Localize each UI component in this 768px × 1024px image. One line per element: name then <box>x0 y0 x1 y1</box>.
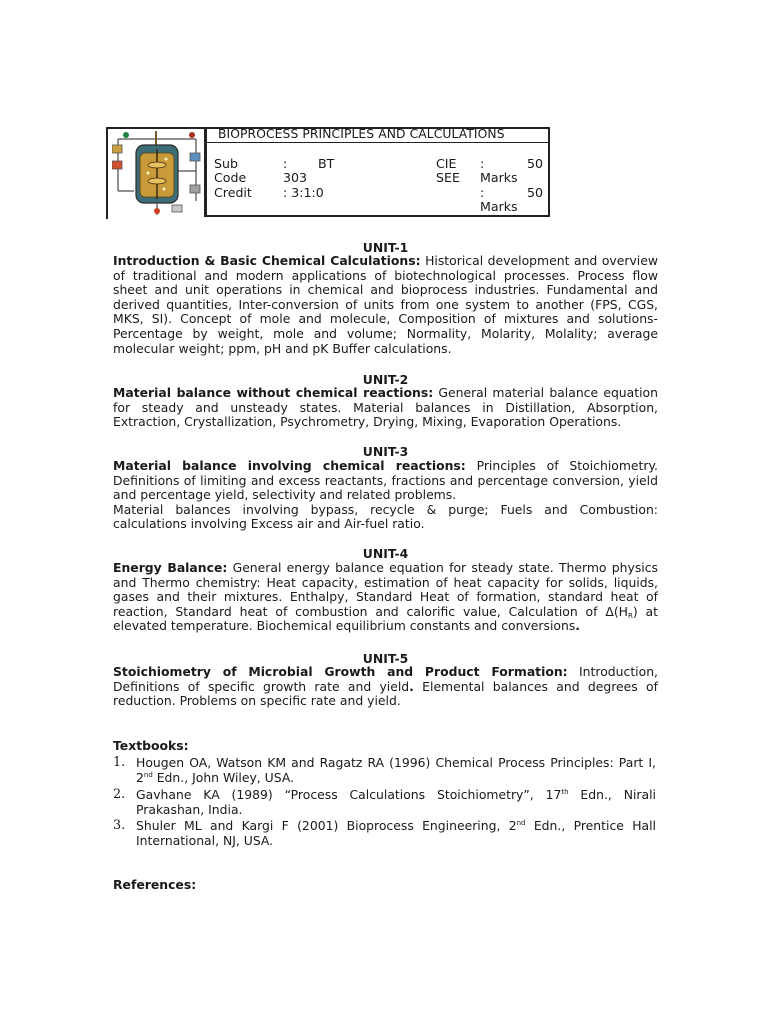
unit-3-text: Principles of Stoichiometry. Definitions of limiting and excess reactants, fractions and percentage conversion, yield and percentage yield, selectivity and related problems. <box>113 458 658 503</box>
code-value: 303 <box>283 170 308 185</box>
credit-label: Credit <box>214 185 252 200</box>
sub-label: Sub <box>214 156 238 171</box>
textbook-2 <box>136 787 656 817</box>
references-heading: References: <box>113 877 197 892</box>
unit-4-content <box>113 561 658 634</box>
unit-3-heading: UNIT-3 <box>362 444 409 459</box>
unit-2-content <box>113 386 658 430</box>
textbook-2-text: Gavhane KA (1989) “Process Calculations Stoichiometry”, 17 <box>136 787 562 802</box>
delta-h-close: ) <box>632 603 638 619</box>
unit-5-topic: Stoichiometry of Microbial Growth and Product Formation: <box>113 664 568 679</box>
unit-2-topic: Material balance without chemical reactions: <box>113 385 434 400</box>
unit-1-text: Historical development and overview of traditional and modern applications of biotechnological processes. Process flow sheet and unit operations in chemical and bioprocess industries. Fundamental and derived quantities, Inter-conversion of units from one system to another (FPS, CGS, MKS, SI). Concept of mole and molecule, Composition of mixtures and solutions- Percentage by weight, mole and volume; Normality, Molarity, Molality; average molecular weight; ppm, pH and pK Buffer calculations. <box>113 253 658 356</box>
see-label: SEE <box>436 170 460 185</box>
cie-colon: : <box>480 156 485 171</box>
unit-5-heading: UNIT-5 <box>362 651 409 666</box>
unit-1-content <box>113 254 658 356</box>
unit-5-text: Introduction, Definitions of specific growth rate and yield <box>113 664 658 694</box>
textbooks-heading: Textbooks: <box>113 738 189 753</box>
unit-1-topic: Introduction & Basic Chemical Calculations: <box>113 253 421 268</box>
delta-h-subscript: R <box>627 611 633 620</box>
textbook-2-text-end: Edn., Nirali Prakashan, India. <box>136 787 656 817</box>
textbook-3-text: Shuler ML and Kargi F (2001) Bioprocess Engineering, 2 <box>136 818 517 833</box>
unit-3-text-2: Material balances involving bypass, recycle & purge; Fuels and Combustion: calculations involving Excess air and Air-fuel ratio. <box>113 501 658 532</box>
unit-1-heading: UNIT-1 <box>362 240 409 255</box>
bioreactor-icon <box>112 131 202 217</box>
textbook-1-text: Hougen OA, Watson KM and Ragatz RA (1996) Chemical Process Principles: Part I, 2 <box>136 755 656 785</box>
unit-2-heading: UNIT-2 <box>362 372 409 387</box>
textbook-3 <box>136 818 656 848</box>
unit-5-content <box>113 665 658 709</box>
course-title: BIOPROCESS PRINCIPLES AND CALCULATIONS <box>206 126 550 143</box>
unit-3-content <box>113 459 658 532</box>
sub-colon: : <box>283 156 288 171</box>
unit-3-topic: Material balance involving chemical reactions: <box>113 458 466 473</box>
textbook-1-sup: nd <box>143 771 153 779</box>
cie-value: 50 <box>527 156 544 171</box>
credit-value: : 3:1:0 <box>283 185 324 200</box>
textbook-1-text-end: Edn., John Wiley, USA. <box>152 770 295 785</box>
cie-marks: Marks <box>480 170 518 185</box>
code-label: Code <box>214 170 247 185</box>
bioreactor-logo <box>106 127 206 219</box>
unit-4-text-end: at elevated temperature. Biochemical equilibrium constants and conversions <box>113 603 659 634</box>
see-value: 50 <box>527 185 544 200</box>
unit-5-period: . <box>409 678 414 694</box>
textbook-3-sup: nd <box>516 819 526 827</box>
cie-label: CIE <box>436 156 457 171</box>
textbook-2-number: 2. <box>113 787 126 802</box>
delta-h-symbol: Δ(H <box>605 603 628 619</box>
unit-4-heading: UNIT-4 <box>362 546 409 561</box>
unit-5-text-end: Elemental balances and degrees of reduction. Problems on specific rate and yield. <box>113 678 658 709</box>
unit-4-topic: Energy Balance: <box>113 560 228 575</box>
unit-2-text: General material balance equation for steady and unsteady states. Material balances in Distillation, Absorption, Extraction, Crystallization, Psychrometry, Drying, Mixing, Evaporation Operations. <box>113 385 658 430</box>
unit-4-period: . <box>575 618 581 634</box>
sub-value: BT <box>318 156 335 171</box>
textbook-3-number: 3. <box>113 818 126 833</box>
textbook-2-sup: th <box>561 788 569 796</box>
textbook-1-number: 1. <box>113 755 126 770</box>
see-marks: Marks <box>480 199 518 214</box>
see-colon: : <box>480 185 485 200</box>
textbook-1 <box>136 755 656 785</box>
textbook-3-text-end: Edn., Prentice Hall International, NJ, USA. <box>136 818 656 848</box>
unit-4-text: General energy balance equation for steady state. Thermo physics and Thermo chemistry: Heat capacity, estimation of heat capacity for solids, liquids, gases and their mixtures. Enthalpy, Standard Heat of formation, standard heat of reaction, Standard heat of combustion and calorific value, Calculation of <box>113 560 658 619</box>
